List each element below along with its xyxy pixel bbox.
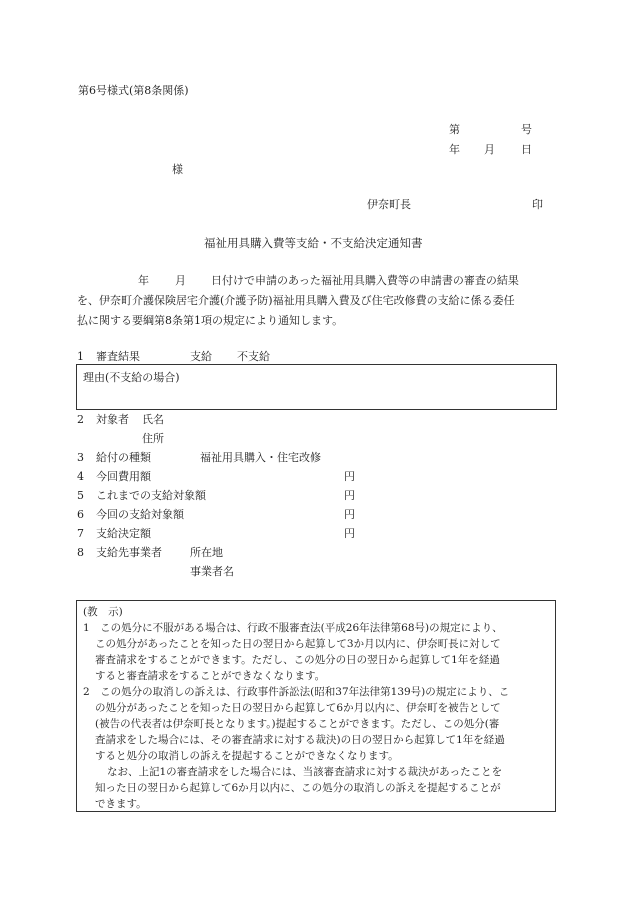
item1-num: 1 — [77, 350, 84, 363]
doc-number-dai: 第 — [449, 123, 460, 136]
document-title: 福祉用具購入費等支給・不支給決定通知書 — [204, 236, 423, 250]
notice-p2-line3: (被告の代表者は伊奈町長となります。)提起することができます。ただし、この処分(審 — [95, 718, 500, 730]
reason-label: 理由(不支給の場合) — [83, 371, 180, 384]
item2-name-label: 氏名 — [142, 413, 164, 426]
reason-box — [76, 364, 557, 410]
notice-p1-line1: 1 この処分に不服がある場合は、行政不服審査法(平成26年法律第68号)の規定により、 — [83, 622, 503, 634]
notice-box — [76, 600, 556, 812]
item5-unit: 円 — [344, 489, 355, 502]
item2-num: 2 — [77, 413, 84, 426]
item6-num: 6 — [77, 508, 84, 521]
notice-p1-line4: すると審査請求をすることができなくなります。 — [95, 670, 326, 682]
notice-p3-line3: できます。 — [95, 798, 147, 810]
issuer-name: 伊奈町長 — [367, 198, 411, 211]
notice-p3-line2: 知った日の翌日から起算して6か月以内に、この処分の取消しの訴えを提起することが — [95, 782, 501, 794]
item8-label: 支給先事業者 — [96, 546, 162, 559]
intro-year: 年 — [138, 274, 149, 287]
item8-location-label: 所在地 — [190, 546, 223, 559]
addressee-sama: 様 — [172, 163, 183, 176]
form-number: 第6号様式(第8条関係) — [78, 84, 189, 97]
item1-label: 審査結果 — [96, 350, 140, 363]
notice-p2-line5: すると処分の取消しの訴えを提起することができなくなります。 — [95, 750, 399, 762]
notice-p1-line2: この処分があったことを知った日の翌日から起算して3か月以内に、伊奈町長に対して — [95, 638, 501, 650]
intro-line2: を、伊奈町介護保険居宅介護(介護予防)福祉用具購入費及び住宅改修費の支給に係る委任 — [77, 294, 515, 307]
item3-value: 福祉用具購入・住宅改修 — [200, 451, 321, 464]
item7-unit: 円 — [344, 527, 355, 540]
notice-p2-line4: 査請求をした場合には、その審査請求に対する裁決)の日の翌日から起算して1年を経過 — [95, 734, 505, 746]
item6-label: 今回の支給対象額 — [96, 508, 184, 521]
item4-num: 4 — [77, 470, 84, 483]
notice-heading: (教 示) — [83, 606, 123, 618]
item3-num: 3 — [77, 451, 84, 464]
notice-p1-line3: 審査請求をすることができます。ただし、この処分の日の翌日から起算して1年を経過 — [95, 654, 500, 666]
date-day: 日 — [521, 143, 532, 156]
item8-num: 8 — [77, 546, 84, 559]
item5-num: 5 — [77, 489, 84, 502]
notice-p2-line2: の処分があったことを知った日の翌日から起算して6か月以内に、伊奈町を被告として — [95, 702, 501, 714]
item1-option-nopay: 不支給 — [237, 350, 270, 363]
item4-label: 今回費用額 — [96, 470, 151, 483]
item7-label: 支給決定額 — [96, 527, 151, 540]
intro-month: 月 — [175, 274, 186, 287]
item3-label: 給付の種類 — [96, 451, 151, 464]
doc-number-go: 号 — [521, 123, 532, 136]
item5-label: これまでの支給対象額 — [96, 489, 206, 502]
item6-unit: 円 — [344, 508, 355, 521]
intro-line3: 払に関する要綱第8条第1項の規定により通知します。 — [77, 314, 344, 327]
date-year: 年 — [449, 143, 460, 156]
item7-num: 7 — [77, 527, 84, 540]
item2-label: 対象者 — [96, 413, 129, 426]
date-month: 月 — [484, 143, 495, 156]
item8-business-name-label: 事業者名 — [190, 565, 234, 578]
item2-address-label: 住所 — [142, 432, 164, 445]
notice-p3-line1: なお、上記1の審査請求をした場合には、当該審査請求に対する裁決があったことを — [107, 766, 503, 778]
item4-unit: 円 — [344, 470, 355, 483]
issuer-seal: 印 — [532, 198, 543, 211]
notice-p2-line1: 2 この処分の取消しの訴えは、行政事件訴訟法(昭和37年法律第139号)の規定により、こ — [83, 686, 510, 698]
intro-line1: 日付けで申請のあった福祉用具購入費等の申請書の審査の結果 — [211, 274, 519, 287]
item1-option-pay: 支給 — [190, 350, 212, 363]
